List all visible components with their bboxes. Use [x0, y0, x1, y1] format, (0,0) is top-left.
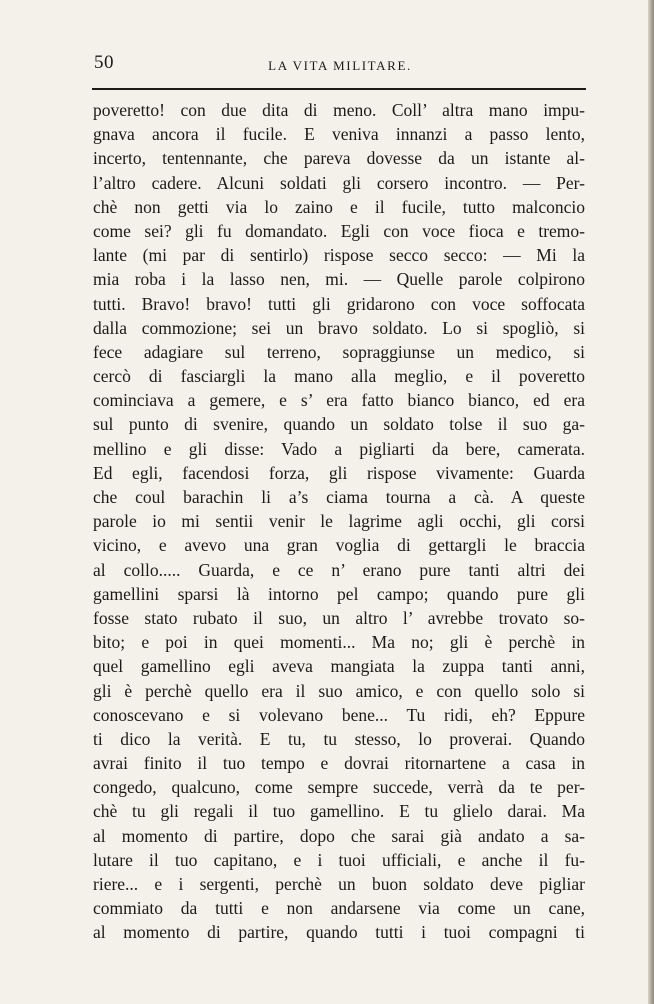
- text-line: congedo, qualcuno, come sempre succede, verrà da te per-: [93, 777, 585, 798]
- running-title: LA VITA MILITARE.: [268, 58, 412, 73]
- text-line: al momento di partire, quando tutti i tuoi compagni ti: [93, 922, 585, 943]
- text-line: gli è perchè quello era il suo amico, e con quello solo si: [93, 680, 585, 701]
- text-line: cominciava a gemere, e s’ era fatto bianco bianco, ed era: [93, 390, 585, 411]
- text-line: mia roba i la lasso nen, mi. — Quelle parole colpirono: [93, 269, 585, 290]
- text-line: sul punto di svenire, quando un soldato tolse il suo ga-: [93, 414, 585, 435]
- text-line: lante (mi par di sentirlo) rispose secco secco: — Mi la: [93, 245, 585, 266]
- text-line: fece adagiare sul terreno, sopraggiunse un medico, si: [93, 341, 585, 362]
- text-line: incerto, tentennante, che pareva dovesse da un istante al-: [93, 148, 585, 169]
- text-line: gamellini sparsi là intorno pel campo; quando pure gli: [93, 583, 585, 604]
- text-line: che coul barachin li a’s ciama tourna a cà. A queste: [93, 487, 585, 507]
- text-line: tutti. Bravo! bravo! tutti gli gridarono con voce soffocata: [93, 293, 585, 314]
- text-line: come sei? gli fu domandato. Egli con voce fioca e tremo-: [93, 220, 585, 241]
- text-line: conoscevano e si volevano bene... Tu ridi, eh? Eppure: [93, 704, 585, 725]
- page-edge: [648, 0, 654, 1004]
- text-line: al momento di partire, dopo che sarai già andato a sa-: [93, 825, 585, 846]
- body-text: [93, 98, 585, 945]
- text-line: mellino e gli disse: Vado a pigliarti da bere, camerata.: [93, 438, 585, 459]
- text-line: chè non getti via lo zaino e il fucile, tutto malconcio: [93, 196, 585, 217]
- text-line: lutare il tuo capitano, e i tuoi ufficiali, e anche il fu-: [93, 849, 585, 870]
- page-number: 50: [94, 52, 114, 73]
- header-rule: [92, 88, 586, 90]
- text-line: cercò di fasciargli la mano alla meglio, e il poveretto: [93, 366, 585, 387]
- text-line: ti dico la verità. E tu, tu stesso, lo proverai. Quando: [93, 728, 585, 749]
- text-line: fosse stato rubato il suo, un altro l’ avrebbe trovato so-: [93, 607, 585, 628]
- text-line: avrai finito il tuo tempo e dovrai ritornartene a casa in: [93, 753, 585, 774]
- text-line: poveretto! con due dita di meno. Coll’ altra mano impu-: [93, 100, 585, 120]
- text-line: Ed egli, facendosi forza, gli rispose vivamente: Guarda: [93, 462, 585, 483]
- text-line: chè tu gli regali il tuo gamellino. E tu glielo darai. Ma: [93, 801, 585, 822]
- text-line: riere... e i sergenti, perchè un buon soldato deve pigliar: [93, 874, 585, 894]
- text-line: gnava ancora il fucile. E veniva innanzi a passo lento,: [93, 124, 585, 145]
- page-header: [92, 52, 588, 80]
- text-line: commiato da tutti e non andarsene via come un cane,: [93, 898, 585, 919]
- text-line: quel gamellino egli aveva mangiata la zuppa tanti anni,: [93, 656, 585, 677]
- text-line: bito; e poi in quei momenti... Ma no; gli è perchè in: [93, 632, 585, 653]
- text-line: vicino, e avevo una gran voglia di gettargli le braccia: [93, 535, 585, 556]
- text-line: dalla commozione; sei un bravo soldato. Lo si spogliò, si: [93, 317, 585, 338]
- text-line: al collo..... Guarda, e ce n’ erano pure tanti altri dei: [93, 559, 585, 580]
- text-line: parole io mi sentii venir le lagrime agli occhi, gli corsi: [93, 511, 585, 532]
- text-line: l’altro cadere. Alcuni soldati gli corsero incontro. — Per-: [93, 172, 585, 193]
